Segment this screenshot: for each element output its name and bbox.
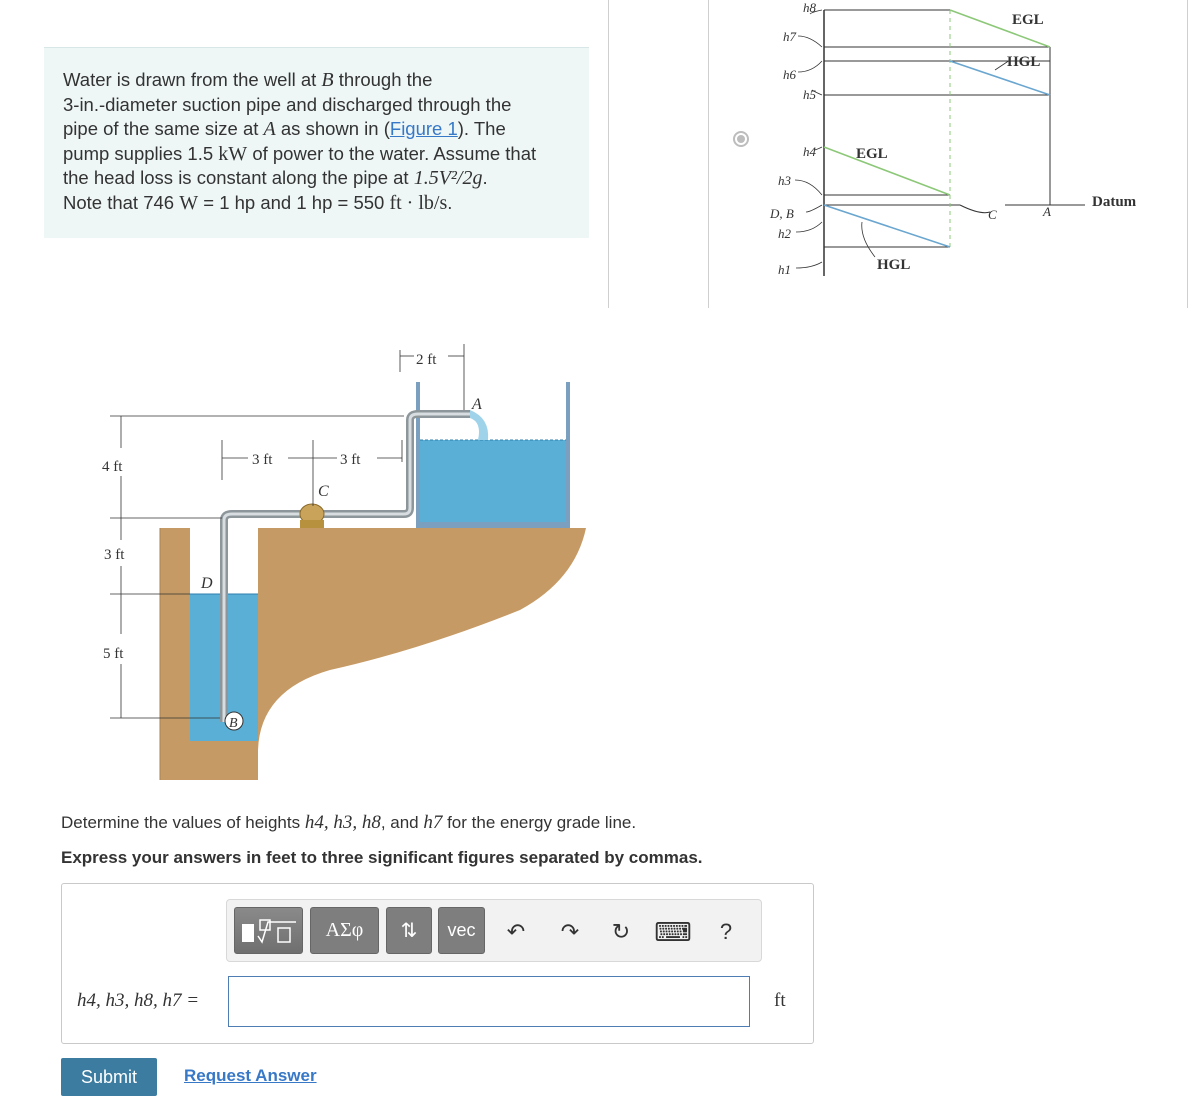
label-h3: h3	[778, 173, 791, 188]
datum-bend	[960, 205, 990, 213]
arrows-button[interactable]: ⇅	[386, 907, 432, 954]
tank-wall-left	[416, 382, 420, 528]
template-button[interactable]	[234, 907, 303, 954]
label-h5: h5	[803, 87, 816, 102]
answer-input[interactable]	[228, 976, 750, 1027]
label-c: C	[318, 483, 329, 500]
answer-unit: ft	[774, 990, 786, 1011]
dim-4ft: 4 ft	[102, 459, 123, 475]
reset-icon[interactable]: ↻	[611, 919, 631, 944]
dim-3ft-right: 3 ft	[340, 452, 361, 468]
label-datum: Datum	[1092, 194, 1137, 210]
tank-water	[420, 440, 568, 522]
label-hgl-right: HGL	[1007, 54, 1041, 70]
problem-statement: Water is drawn from the well at B through the 3-in.-diameter suction pipe and discharged through the pipe of the same size at A as shown in (Figure 1). The pump supplies 1.5 kW of power to the water. Assume that the head loss is constant along the pipe at 1.5V²/2g. Note that 746 W = 1 hp and 1 hp = 550 ft · lb/s.	[63, 69, 537, 214]
template-icon	[240, 916, 298, 946]
dim-3ft-vertical: 3 ft	[104, 547, 125, 563]
redo-icon[interactable]: ↷	[560, 919, 580, 944]
label-db: D, B	[770, 206, 794, 221]
tank-wall-right	[566, 382, 570, 528]
label-h6: h6	[783, 67, 796, 82]
tank-base	[416, 522, 570, 528]
label-h7: h7	[783, 29, 796, 44]
question-text: Determine the values of heights h4, h3, h8, and h7 for the energy grade line.	[61, 812, 637, 833]
figure-link[interactable]: Figure 1	[389, 118, 458, 139]
undo-icon[interactable]: ↶	[506, 919, 526, 944]
label-h2: h2	[778, 226, 791, 241]
label-d: D	[201, 575, 213, 592]
discharge-jet	[470, 410, 488, 440]
submit-button[interactable]: Submit	[61, 1058, 157, 1096]
answer-label: h4, h3, h8, h7 =	[77, 990, 200, 1011]
help-icon[interactable]: ?	[719, 919, 733, 944]
label-egl-left: EGL	[856, 146, 888, 162]
request-answer-link[interactable]: Request Answer	[184, 1066, 317, 1085]
label-hgl-left: HGL	[877, 257, 911, 273]
greek-symbols-button[interactable]: ΑΣφ	[310, 907, 379, 954]
label-h4: h4	[803, 144, 816, 159]
label-egl-right: EGL	[1012, 12, 1044, 28]
label-h1: h1	[778, 262, 791, 277]
label-a: A	[472, 396, 482, 413]
label-c: C	[988, 207, 997, 222]
label-h8: h8	[803, 0, 816, 15]
pump-well-figure	[0, 330, 620, 800]
vector-button[interactable]: vec	[438, 907, 485, 954]
label-a: A	[1043, 204, 1051, 219]
dim-2ft: 2 ft	[416, 352, 437, 368]
instruction-text: Express your answers in feet to three significant figures separated by commas.	[61, 848, 703, 867]
dim-5ft: 5 ft	[103, 646, 124, 662]
grade-line-figure	[0, 0, 1199, 310]
hgl-left-line	[824, 205, 950, 247]
label-b: B	[229, 716, 238, 731]
dim-3ft-left: 3 ft	[252, 452, 273, 468]
keyboard-icon[interactable]: ⌨	[654, 916, 692, 947]
